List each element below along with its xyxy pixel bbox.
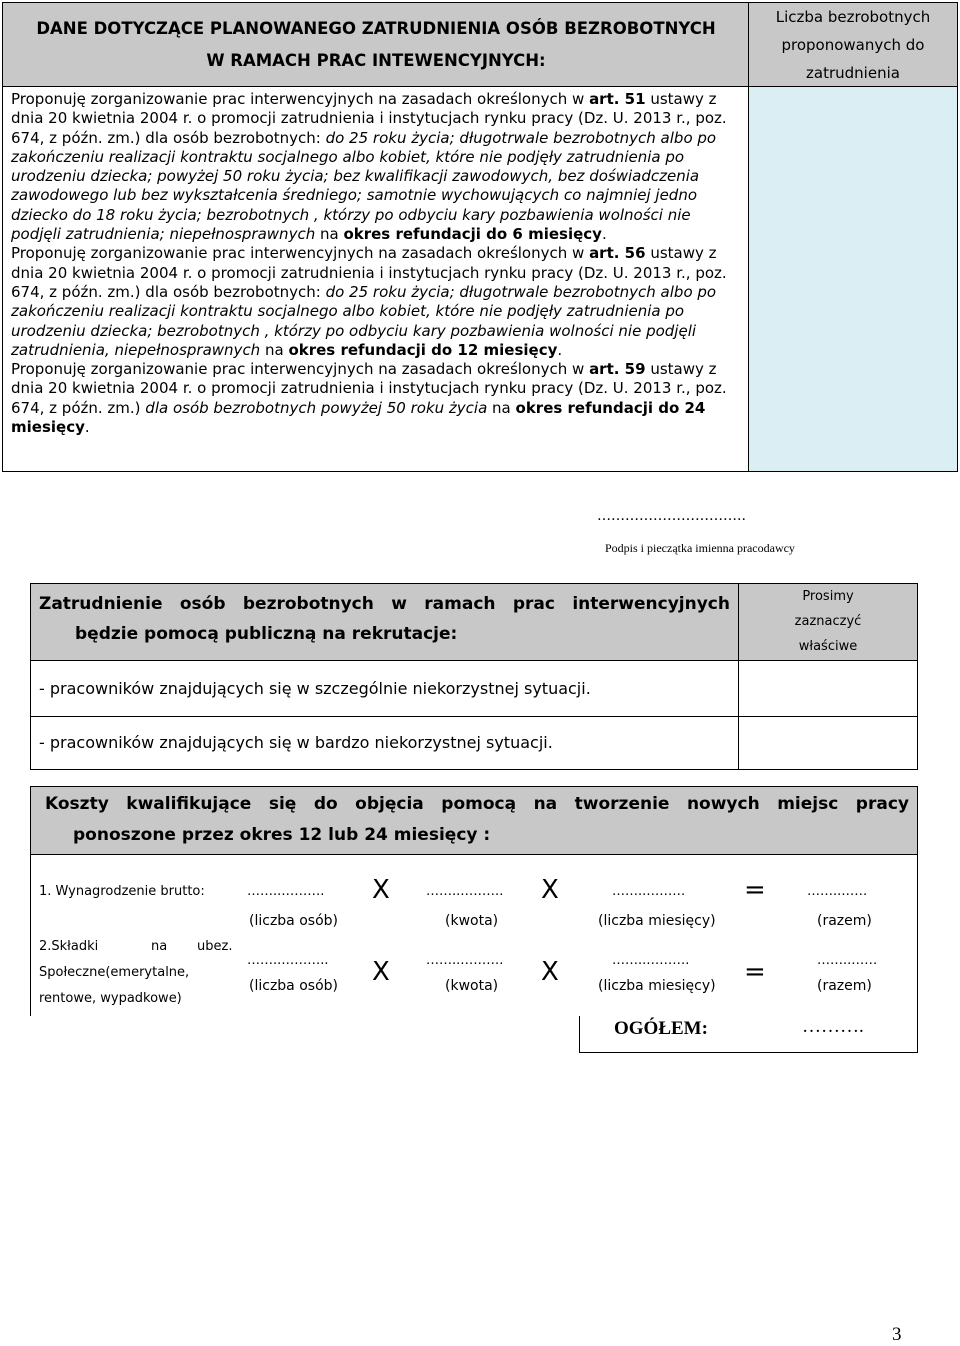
contributions-label-1b: na <box>151 939 168 954</box>
sublabel-total: (razem) <box>817 978 872 994</box>
public-aid-table <box>30 583 918 770</box>
multiply-sign: X <box>541 957 559 987</box>
persons-field[interactable]: ……..……….. <box>247 953 329 968</box>
table-header: Koszty kwalifikujące się do objęcia pomocą na tworzenie nowych miejsc pracy ponoszone przez okres 12 lub 24 miesięcy : <box>31 787 917 855</box>
contributions-label-1: 2.Składki <box>39 939 99 954</box>
option-1-checkbox[interactable] <box>739 661 917 717</box>
sublabel-persons: (liczba osób) <box>249 913 338 929</box>
equals-sign: = <box>744 957 766 987</box>
amount-field[interactable]: ……..………. <box>426 953 504 968</box>
employment-data-table <box>2 2 958 472</box>
months-field[interactable]: ……..……… <box>612 884 686 899</box>
count-column-header: Liczba bezrobotnych proponowanych do zatrudnienia <box>749 3 957 87</box>
sublabel-months: (liczba miesięcy) <box>598 913 716 929</box>
table-header <box>3 3 749 87</box>
sublabel-total: (razem) <box>817 913 872 929</box>
mark-column-header: Prosimy zaznaczyć właściwe <box>739 584 917 661</box>
contributions-label-3: rentowe, wypadkowe) <box>39 991 182 1006</box>
gross-salary-label: 1. Wynagrodzenie brutto: <box>39 884 205 899</box>
signature-line: ………………………….. <box>597 508 746 524</box>
contributions-label-2: Społeczne(emerytalne, <box>39 965 190 980</box>
sublabel-amount: (kwota) <box>445 913 499 929</box>
sublabel-amount: (kwota) <box>445 978 499 994</box>
contributions-label-1c: ubez. <box>197 939 233 954</box>
sublabel-persons: (liczba osób) <box>249 978 338 994</box>
multiply-sign: X <box>372 875 390 905</box>
table-header: Zatrudnienie osób bezrobotnych w ramach prac interwencyjnych będzie pomocą publiczną na rekrutacje: <box>31 584 739 661</box>
multiply-sign: X <box>541 875 559 905</box>
amount-field[interactable]: ……..………. <box>426 884 504 899</box>
multiply-sign: X <box>372 957 390 987</box>
option-very-unfavorable-label: - pracowników znajdujących się w szczególnie niekorzystnej sytuacji. <box>31 661 739 717</box>
persons-field[interactable]: ……..………. <box>247 884 325 899</box>
option-extremely-unfavorable-label: - pracowników znajdujących się w bardzo niekorzystnej sytuacji. <box>31 717 739 769</box>
proposal-art-51: Proponuję zorganizowanie prac interwencyjnych na zasadach określonych w art. 51 ustawy z dnia 20 kwietnia 2004 r. o promocji zatrudnienia i instytucjach rynku pracy (Dz. U. 2013 r., poz. 674, z późn. zm.) dla osób bezrobotnych: do 25 roku życia; długotrwale bezrobotnych albo po zakończeniu realizacji kontraktu socjalnego albo kobiet, które nie podjęły zatrudnienia po urodzeniu dziecka; powyżej 50 roku życia; bez kwalifikacji zawodowych, bez doświadczenia zawodowego lub bez wykształcenia średniego; samotnie wychowujących co najmniej jedno dziecko do 18 roku życia; bezrobotnych , którzy po odbyciu kary pozbawienia wolności nie podjęli zatrudnienia; niepełnosprawnych na okres refundacji do 6 miesięcy. <box>11 90 727 244</box>
proposal-text-cell <box>3 87 749 471</box>
option-2-checkbox[interactable] <box>739 717 917 769</box>
table-title: DANE DOTYCZĄCE PLANOWANEGO ZATRUDNIENIA OSÓB BEZROBOTNYCH W RAMACH PRAC INTEWENCYJNYCH: <box>36 19 716 70</box>
grand-total-label: OGÓŁEM: <box>614 1018 708 1039</box>
total-field[interactable]: ……..…… <box>817 953 878 968</box>
grand-total-value[interactable]: ………. <box>802 1016 864 1037</box>
proposal-art-59: Proponuję zorganizowanie prac interwencyjnych na zasadach określonych w art. 59 ustawy z dnia 20 kwietnia 2004 r. o promocji zatrudnienia i instytucjach rynku pracy (Dz. U. 2013 r., poz. 674, z późn. zm.) dla osób bezrobotnych powyżej 50 roku życia na okres refundacji do 24 miesięcy. <box>11 360 727 437</box>
months-field[interactable]: ……..………. <box>612 953 690 968</box>
costs-table <box>30 786 918 1016</box>
signature-label: Podpis i pieczątka imienna pracodawcy <box>605 541 795 555</box>
equals-sign: = <box>744 875 766 905</box>
unemployed-count-field[interactable] <box>749 87 957 471</box>
sublabel-months: (liczba miesięcy) <box>598 978 716 994</box>
proposal-art-56: Proponuję zorganizowanie prac interwencyjnych na zasadach określonych w art. 56 ustawy z dnia 20 kwietnia 2004 r. o promocji zatrudnienia i instytucjach rynku pracy (Dz. U. 2013 r., poz. 674, z późn. zm.) dla osób bezrobotnych: do 25 roku życia; długotrwale bezrobotnych albo po zakończeniu realizacji kontraktu socjalnego albo kobiet, które nie podjęły zatrudnienia po urodzeniu dziecka; bezrobotnych , którzy po odbyciu kary pozbawienia wolności nie podjęli zatrudnienia, niepełnosprawnych na okres refundacji do 12 miesięcy. <box>11 244 727 359</box>
page-number: 3 <box>892 1324 902 1345</box>
total-field[interactable]: ……..…… <box>807 884 868 899</box>
